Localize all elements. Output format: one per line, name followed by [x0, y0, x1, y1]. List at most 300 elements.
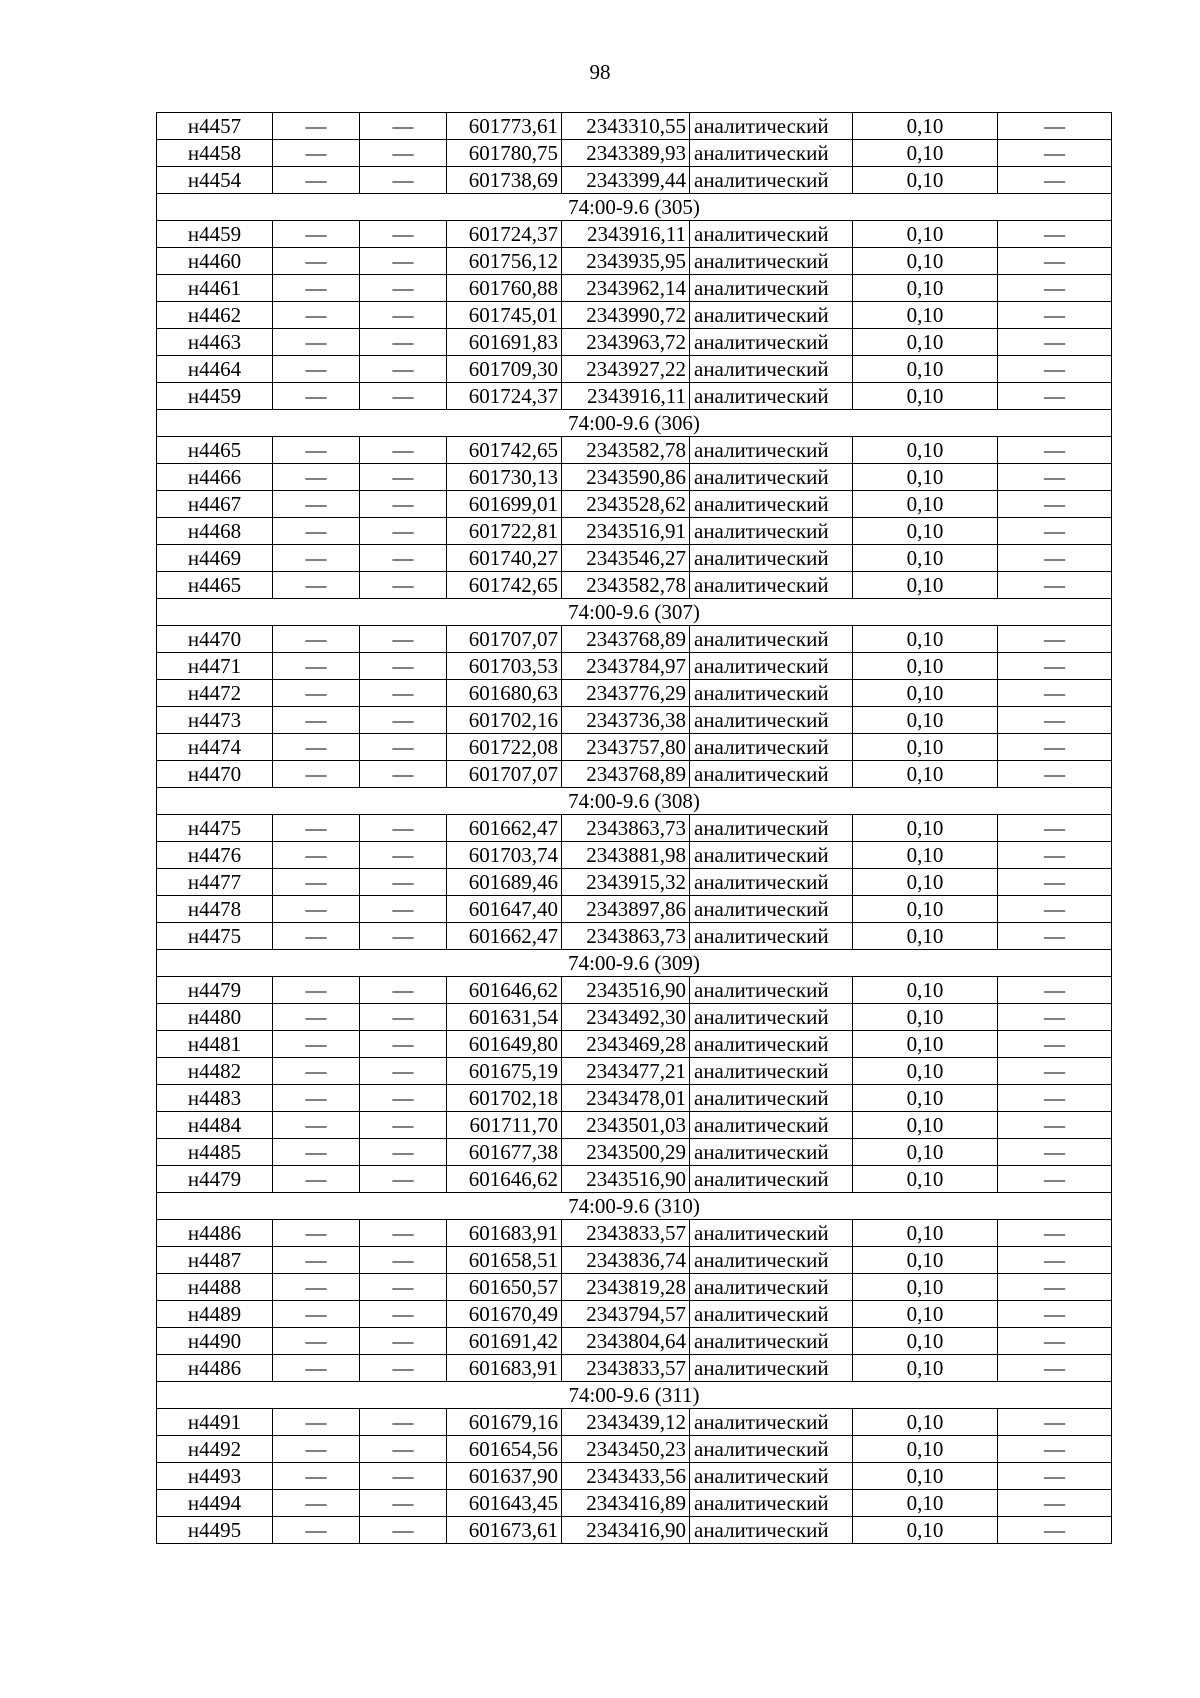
y-coordinate-cell: 2343389,93	[562, 140, 690, 167]
method-cell: аналитический	[690, 653, 853, 680]
table-row	[157, 1274, 1112, 1301]
empty-dash-cell: —	[273, 1355, 360, 1382]
empty-dash-cell: —	[273, 1085, 360, 1112]
x-coordinate-cell: 601702,18	[447, 1085, 562, 1112]
x-coordinate-cell: 601646,62	[447, 977, 562, 1004]
accuracy-cell: 0,10	[853, 1436, 998, 1463]
y-coordinate-cell: 2343416,90	[562, 1517, 690, 1544]
x-coordinate-cell: 601773,61	[447, 113, 562, 140]
empty-dash-cell: —	[360, 977, 447, 1004]
x-coordinate-cell: 601646,62	[447, 1166, 562, 1193]
table-row	[157, 1112, 1112, 1139]
table-row	[157, 1031, 1112, 1058]
method-cell: аналитический	[690, 842, 853, 869]
empty-dash-cell: —	[273, 113, 360, 140]
empty-dash-cell: —	[360, 491, 447, 518]
y-coordinate-cell: 2343794,57	[562, 1301, 690, 1328]
empty-dash-cell: —	[273, 518, 360, 545]
empty-dash-cell: —	[360, 221, 447, 248]
section-row	[157, 410, 1112, 437]
empty-dash-cell: —	[998, 518, 1112, 545]
method-cell: аналитический	[690, 680, 853, 707]
method-cell: аналитический	[690, 1031, 853, 1058]
empty-dash-cell: —	[273, 248, 360, 275]
method-cell: аналитический	[690, 1085, 853, 1112]
point-id-cell: н4493	[157, 1463, 273, 1490]
method-cell: аналитический	[690, 572, 853, 599]
empty-dash-cell: —	[360, 545, 447, 572]
empty-dash-cell: —	[360, 1517, 447, 1544]
accuracy-cell: 0,10	[853, 221, 998, 248]
point-id-cell: н4485	[157, 1139, 273, 1166]
empty-dash-cell: —	[273, 545, 360, 572]
section-label: 74:00-9.6 (308)	[157, 788, 1112, 815]
x-coordinate-cell: 601711,70	[447, 1112, 562, 1139]
accuracy-cell: 0,10	[853, 734, 998, 761]
x-coordinate-cell: 601647,40	[447, 896, 562, 923]
x-coordinate-cell: 601702,16	[447, 707, 562, 734]
method-cell: аналитический	[690, 1274, 853, 1301]
empty-dash-cell: —	[273, 680, 360, 707]
x-coordinate-cell: 601745,01	[447, 302, 562, 329]
empty-dash-cell: —	[273, 734, 360, 761]
empty-dash-cell: —	[360, 1220, 447, 1247]
empty-dash-cell: —	[998, 1247, 1112, 1274]
x-coordinate-cell: 601703,53	[447, 653, 562, 680]
section-label: 74:00-9.6 (311)	[157, 1382, 1112, 1409]
point-id-cell: н4482	[157, 1058, 273, 1085]
empty-dash-cell: —	[273, 707, 360, 734]
table-row	[157, 977, 1112, 1004]
empty-dash-cell: —	[360, 248, 447, 275]
accuracy-cell: 0,10	[853, 1301, 998, 1328]
method-cell: аналитический	[690, 815, 853, 842]
point-id-cell: н4477	[157, 869, 273, 896]
empty-dash-cell: —	[998, 545, 1112, 572]
x-coordinate-cell: 601691,42	[447, 1328, 562, 1355]
y-coordinate-cell: 2343546,27	[562, 545, 690, 572]
y-coordinate-cell: 2343590,86	[562, 464, 690, 491]
x-coordinate-cell: 601722,81	[447, 518, 562, 545]
table-row	[157, 1490, 1112, 1517]
table-row	[157, 1409, 1112, 1436]
table-row	[157, 761, 1112, 788]
accuracy-cell: 0,10	[853, 329, 998, 356]
point-id-cell: н4486	[157, 1355, 273, 1382]
table-row	[157, 1085, 1112, 1112]
method-cell: аналитический	[690, 1166, 853, 1193]
method-cell: аналитический	[690, 1139, 853, 1166]
accuracy-cell: 0,10	[853, 140, 998, 167]
empty-dash-cell: —	[273, 653, 360, 680]
empty-dash-cell: —	[273, 1409, 360, 1436]
empty-dash-cell: —	[360, 437, 447, 464]
empty-dash-cell: —	[998, 815, 1112, 842]
empty-dash-cell: —	[360, 464, 447, 491]
x-coordinate-cell: 601637,90	[447, 1463, 562, 1490]
y-coordinate-cell: 2343433,56	[562, 1463, 690, 1490]
accuracy-cell: 0,10	[853, 275, 998, 302]
accuracy-cell: 0,10	[853, 572, 998, 599]
y-coordinate-cell: 2343915,32	[562, 869, 690, 896]
method-cell: аналитический	[690, 275, 853, 302]
table-row	[157, 572, 1112, 599]
point-id-cell: н4491	[157, 1409, 273, 1436]
accuracy-cell: 0,10	[853, 302, 998, 329]
empty-dash-cell: —	[998, 1139, 1112, 1166]
accuracy-cell: 0,10	[853, 653, 998, 680]
empty-dash-cell: —	[998, 1517, 1112, 1544]
y-coordinate-cell: 2343833,57	[562, 1355, 690, 1382]
empty-dash-cell: —	[273, 842, 360, 869]
empty-dash-cell: —	[360, 1031, 447, 1058]
y-coordinate-cell: 2343477,21	[562, 1058, 690, 1085]
point-id-cell: н4475	[157, 815, 273, 842]
empty-dash-cell: —	[998, 842, 1112, 869]
empty-dash-cell: —	[273, 140, 360, 167]
method-cell: аналитический	[690, 1463, 853, 1490]
point-id-cell: н4465	[157, 572, 273, 599]
empty-dash-cell: —	[998, 869, 1112, 896]
point-id-cell: н4492	[157, 1436, 273, 1463]
empty-dash-cell: —	[998, 437, 1112, 464]
y-coordinate-cell: 2343768,89	[562, 761, 690, 788]
method-cell: аналитический	[690, 1058, 853, 1085]
accuracy-cell: 0,10	[853, 383, 998, 410]
x-coordinate-cell: 601654,56	[447, 1436, 562, 1463]
empty-dash-cell: —	[998, 653, 1112, 680]
empty-dash-cell: —	[273, 626, 360, 653]
method-cell: аналитический	[690, 545, 853, 572]
empty-dash-cell: —	[998, 1301, 1112, 1328]
empty-dash-cell: —	[360, 167, 447, 194]
y-coordinate-cell: 2343501,03	[562, 1112, 690, 1139]
empty-dash-cell: —	[998, 221, 1112, 248]
empty-dash-cell: —	[360, 1436, 447, 1463]
y-coordinate-cell: 2343927,22	[562, 356, 690, 383]
empty-dash-cell: —	[998, 1112, 1112, 1139]
y-coordinate-cell: 2343916,11	[562, 221, 690, 248]
point-id-cell: н4487	[157, 1247, 273, 1274]
y-coordinate-cell: 2343863,73	[562, 923, 690, 950]
x-coordinate-cell: 601780,75	[447, 140, 562, 167]
point-id-cell: н4454	[157, 167, 273, 194]
empty-dash-cell: —	[998, 923, 1112, 950]
empty-dash-cell: —	[998, 680, 1112, 707]
y-coordinate-cell: 2343478,01	[562, 1085, 690, 1112]
method-cell: аналитический	[690, 626, 853, 653]
table-row	[157, 329, 1112, 356]
empty-dash-cell: —	[273, 1058, 360, 1085]
empty-dash-cell: —	[360, 383, 447, 410]
y-coordinate-cell: 2343768,89	[562, 626, 690, 653]
point-id-cell: н4495	[157, 1517, 273, 1544]
empty-dash-cell: —	[273, 437, 360, 464]
empty-dash-cell: —	[360, 896, 447, 923]
accuracy-cell: 0,10	[853, 1166, 998, 1193]
empty-dash-cell: —	[998, 1004, 1112, 1031]
empty-dash-cell: —	[998, 977, 1112, 1004]
empty-dash-cell: —	[998, 707, 1112, 734]
table-row	[157, 869, 1112, 896]
y-coordinate-cell: 2343819,28	[562, 1274, 690, 1301]
x-coordinate-cell: 601675,19	[447, 1058, 562, 1085]
method-cell: аналитический	[690, 1247, 853, 1274]
empty-dash-cell: —	[360, 1274, 447, 1301]
y-coordinate-cell: 2343804,64	[562, 1328, 690, 1355]
table-row	[157, 140, 1112, 167]
method-cell: аналитический	[690, 1490, 853, 1517]
empty-dash-cell: —	[360, 113, 447, 140]
empty-dash-cell: —	[998, 464, 1112, 491]
y-coordinate-cell: 2343528,62	[562, 491, 690, 518]
section-row	[157, 194, 1112, 221]
table-row	[157, 518, 1112, 545]
table-row	[157, 1220, 1112, 1247]
y-coordinate-cell: 2343963,72	[562, 329, 690, 356]
table-row	[157, 707, 1112, 734]
empty-dash-cell: —	[998, 383, 1112, 410]
y-coordinate-cell: 2343962,14	[562, 275, 690, 302]
point-id-cell: н4470	[157, 761, 273, 788]
point-id-cell: н4481	[157, 1031, 273, 1058]
section-row	[157, 950, 1112, 977]
section-label: 74:00-9.6 (306)	[157, 410, 1112, 437]
accuracy-cell: 0,10	[853, 1490, 998, 1517]
point-id-cell: н4464	[157, 356, 273, 383]
y-coordinate-cell: 2343916,11	[562, 383, 690, 410]
method-cell: аналитический	[690, 140, 853, 167]
method-cell: аналитический	[690, 1112, 853, 1139]
accuracy-cell: 0,10	[853, 896, 998, 923]
section-label: 74:00-9.6 (307)	[157, 599, 1112, 626]
empty-dash-cell: —	[273, 1247, 360, 1274]
empty-dash-cell: —	[998, 1058, 1112, 1085]
y-coordinate-cell: 2343310,55	[562, 113, 690, 140]
empty-dash-cell: —	[998, 491, 1112, 518]
method-cell: аналитический	[690, 464, 853, 491]
table-row	[157, 923, 1112, 950]
point-id-cell: н4479	[157, 977, 273, 1004]
empty-dash-cell: —	[998, 896, 1112, 923]
empty-dash-cell: —	[998, 1166, 1112, 1193]
point-id-cell: н4461	[157, 275, 273, 302]
x-coordinate-cell: 601658,51	[447, 1247, 562, 1274]
table-row	[157, 1436, 1112, 1463]
empty-dash-cell: —	[273, 383, 360, 410]
empty-dash-cell: —	[273, 869, 360, 896]
accuracy-cell: 0,10	[853, 1463, 998, 1490]
accuracy-cell: 0,10	[853, 437, 998, 464]
accuracy-cell: 0,10	[853, 1328, 998, 1355]
point-id-cell: н4476	[157, 842, 273, 869]
empty-dash-cell: —	[998, 167, 1112, 194]
y-coordinate-cell: 2343439,12	[562, 1409, 690, 1436]
empty-dash-cell: —	[360, 572, 447, 599]
empty-dash-cell: —	[360, 815, 447, 842]
x-coordinate-cell: 601742,65	[447, 572, 562, 599]
y-coordinate-cell: 2343833,57	[562, 1220, 690, 1247]
empty-dash-cell: —	[273, 977, 360, 1004]
y-coordinate-cell: 2343516,90	[562, 977, 690, 1004]
empty-dash-cell: —	[360, 626, 447, 653]
table-row	[157, 248, 1112, 275]
empty-dash-cell: —	[273, 896, 360, 923]
empty-dash-cell: —	[360, 1409, 447, 1436]
y-coordinate-cell: 2343881,98	[562, 842, 690, 869]
point-id-cell: н4465	[157, 437, 273, 464]
accuracy-cell: 0,10	[853, 680, 998, 707]
table-row	[157, 113, 1112, 140]
x-coordinate-cell: 601643,45	[447, 1490, 562, 1517]
point-id-cell: н4489	[157, 1301, 273, 1328]
empty-dash-cell: —	[360, 1085, 447, 1112]
empty-dash-cell: —	[998, 734, 1112, 761]
y-coordinate-cell: 2343757,80	[562, 734, 690, 761]
table-row	[157, 1328, 1112, 1355]
accuracy-cell: 0,10	[853, 167, 998, 194]
empty-dash-cell: —	[360, 140, 447, 167]
y-coordinate-cell: 2343416,89	[562, 1490, 690, 1517]
x-coordinate-cell: 601740,27	[447, 545, 562, 572]
point-id-cell: н4474	[157, 734, 273, 761]
y-coordinate-cell: 2343492,30	[562, 1004, 690, 1031]
empty-dash-cell: —	[998, 1463, 1112, 1490]
x-coordinate-cell: 601673,61	[447, 1517, 562, 1544]
empty-dash-cell: —	[360, 653, 447, 680]
x-coordinate-cell: 601760,88	[447, 275, 562, 302]
method-cell: аналитический	[690, 167, 853, 194]
empty-dash-cell: —	[273, 464, 360, 491]
accuracy-cell: 0,10	[853, 464, 998, 491]
point-id-cell: н4488	[157, 1274, 273, 1301]
y-coordinate-cell: 2343450,23	[562, 1436, 690, 1463]
y-coordinate-cell: 2343582,78	[562, 572, 690, 599]
accuracy-cell: 0,10	[853, 1004, 998, 1031]
point-id-cell: н4466	[157, 464, 273, 491]
empty-dash-cell: —	[273, 275, 360, 302]
empty-dash-cell: —	[273, 923, 360, 950]
accuracy-cell: 0,10	[853, 869, 998, 896]
point-id-cell: н4486	[157, 1220, 273, 1247]
empty-dash-cell: —	[360, 842, 447, 869]
x-coordinate-cell: 601730,13	[447, 464, 562, 491]
method-cell: аналитический	[690, 383, 853, 410]
accuracy-cell: 0,10	[853, 842, 998, 869]
accuracy-cell: 0,10	[853, 707, 998, 734]
accuracy-cell: 0,10	[853, 815, 998, 842]
empty-dash-cell: —	[273, 1139, 360, 1166]
y-coordinate-cell: 2343990,72	[562, 302, 690, 329]
empty-dash-cell: —	[273, 356, 360, 383]
accuracy-cell: 0,10	[853, 761, 998, 788]
x-coordinate-cell: 601707,07	[447, 761, 562, 788]
section-row	[157, 1382, 1112, 1409]
point-id-cell: н4494	[157, 1490, 273, 1517]
table-row	[157, 680, 1112, 707]
empty-dash-cell: —	[273, 1031, 360, 1058]
point-id-cell: н4469	[157, 545, 273, 572]
table-row	[157, 302, 1112, 329]
x-coordinate-cell: 601689,46	[447, 869, 562, 896]
point-id-cell: н4460	[157, 248, 273, 275]
x-coordinate-cell: 601670,49	[447, 1301, 562, 1328]
accuracy-cell: 0,10	[853, 1085, 998, 1112]
empty-dash-cell: —	[360, 680, 447, 707]
empty-dash-cell: —	[998, 1220, 1112, 1247]
point-id-cell: н4484	[157, 1112, 273, 1139]
method-cell: аналитический	[690, 518, 853, 545]
x-coordinate-cell: 601724,37	[447, 383, 562, 410]
point-id-cell: н4459	[157, 383, 273, 410]
page-number: 98	[589, 60, 611, 84]
y-coordinate-cell: 2343516,90	[562, 1166, 690, 1193]
accuracy-cell: 0,10	[853, 1112, 998, 1139]
method-cell: аналитический	[690, 329, 853, 356]
empty-dash-cell: —	[360, 1166, 447, 1193]
point-id-cell: н4475	[157, 923, 273, 950]
accuracy-cell: 0,10	[853, 1058, 998, 1085]
empty-dash-cell: —	[273, 1112, 360, 1139]
empty-dash-cell: —	[360, 356, 447, 383]
empty-dash-cell: —	[998, 761, 1112, 788]
empty-dash-cell: —	[360, 869, 447, 896]
accuracy-cell: 0,10	[853, 1139, 998, 1166]
accuracy-cell: 0,10	[853, 977, 998, 1004]
empty-dash-cell: —	[273, 1490, 360, 1517]
empty-dash-cell: —	[360, 518, 447, 545]
method-cell: аналитический	[690, 356, 853, 383]
empty-dash-cell: —	[273, 329, 360, 356]
y-coordinate-cell: 2343776,29	[562, 680, 690, 707]
method-cell: аналитический	[690, 221, 853, 248]
empty-dash-cell: —	[998, 1355, 1112, 1382]
point-id-cell: н4483	[157, 1085, 273, 1112]
method-cell: аналитический	[690, 437, 853, 464]
empty-dash-cell: —	[273, 302, 360, 329]
table-row	[157, 356, 1112, 383]
empty-dash-cell: —	[360, 1058, 447, 1085]
method-cell: аналитический	[690, 1355, 853, 1382]
empty-dash-cell: —	[360, 329, 447, 356]
empty-dash-cell: —	[360, 275, 447, 302]
point-id-cell: н4471	[157, 653, 273, 680]
x-coordinate-cell: 601691,83	[447, 329, 562, 356]
accuracy-cell: 0,10	[853, 1031, 998, 1058]
empty-dash-cell: —	[998, 356, 1112, 383]
x-coordinate-cell: 601677,38	[447, 1139, 562, 1166]
empty-dash-cell: —	[998, 275, 1112, 302]
empty-dash-cell: —	[360, 1247, 447, 1274]
y-coordinate-cell: 2343469,28	[562, 1031, 690, 1058]
x-coordinate-cell: 601680,63	[447, 680, 562, 707]
table-row	[157, 167, 1112, 194]
method-cell: аналитический	[690, 977, 853, 1004]
table-row	[157, 1247, 1112, 1274]
table-row	[157, 896, 1112, 923]
empty-dash-cell: —	[273, 1004, 360, 1031]
empty-dash-cell: —	[360, 1490, 447, 1517]
point-id-cell: н4458	[157, 140, 273, 167]
point-id-cell: н4457	[157, 113, 273, 140]
table-row	[157, 1139, 1112, 1166]
accuracy-cell: 0,10	[853, 113, 998, 140]
table-row	[157, 815, 1112, 842]
y-coordinate-cell: 2343784,97	[562, 653, 690, 680]
empty-dash-cell: —	[998, 329, 1112, 356]
point-id-cell: н4468	[157, 518, 273, 545]
y-coordinate-cell: 2343836,74	[562, 1247, 690, 1274]
